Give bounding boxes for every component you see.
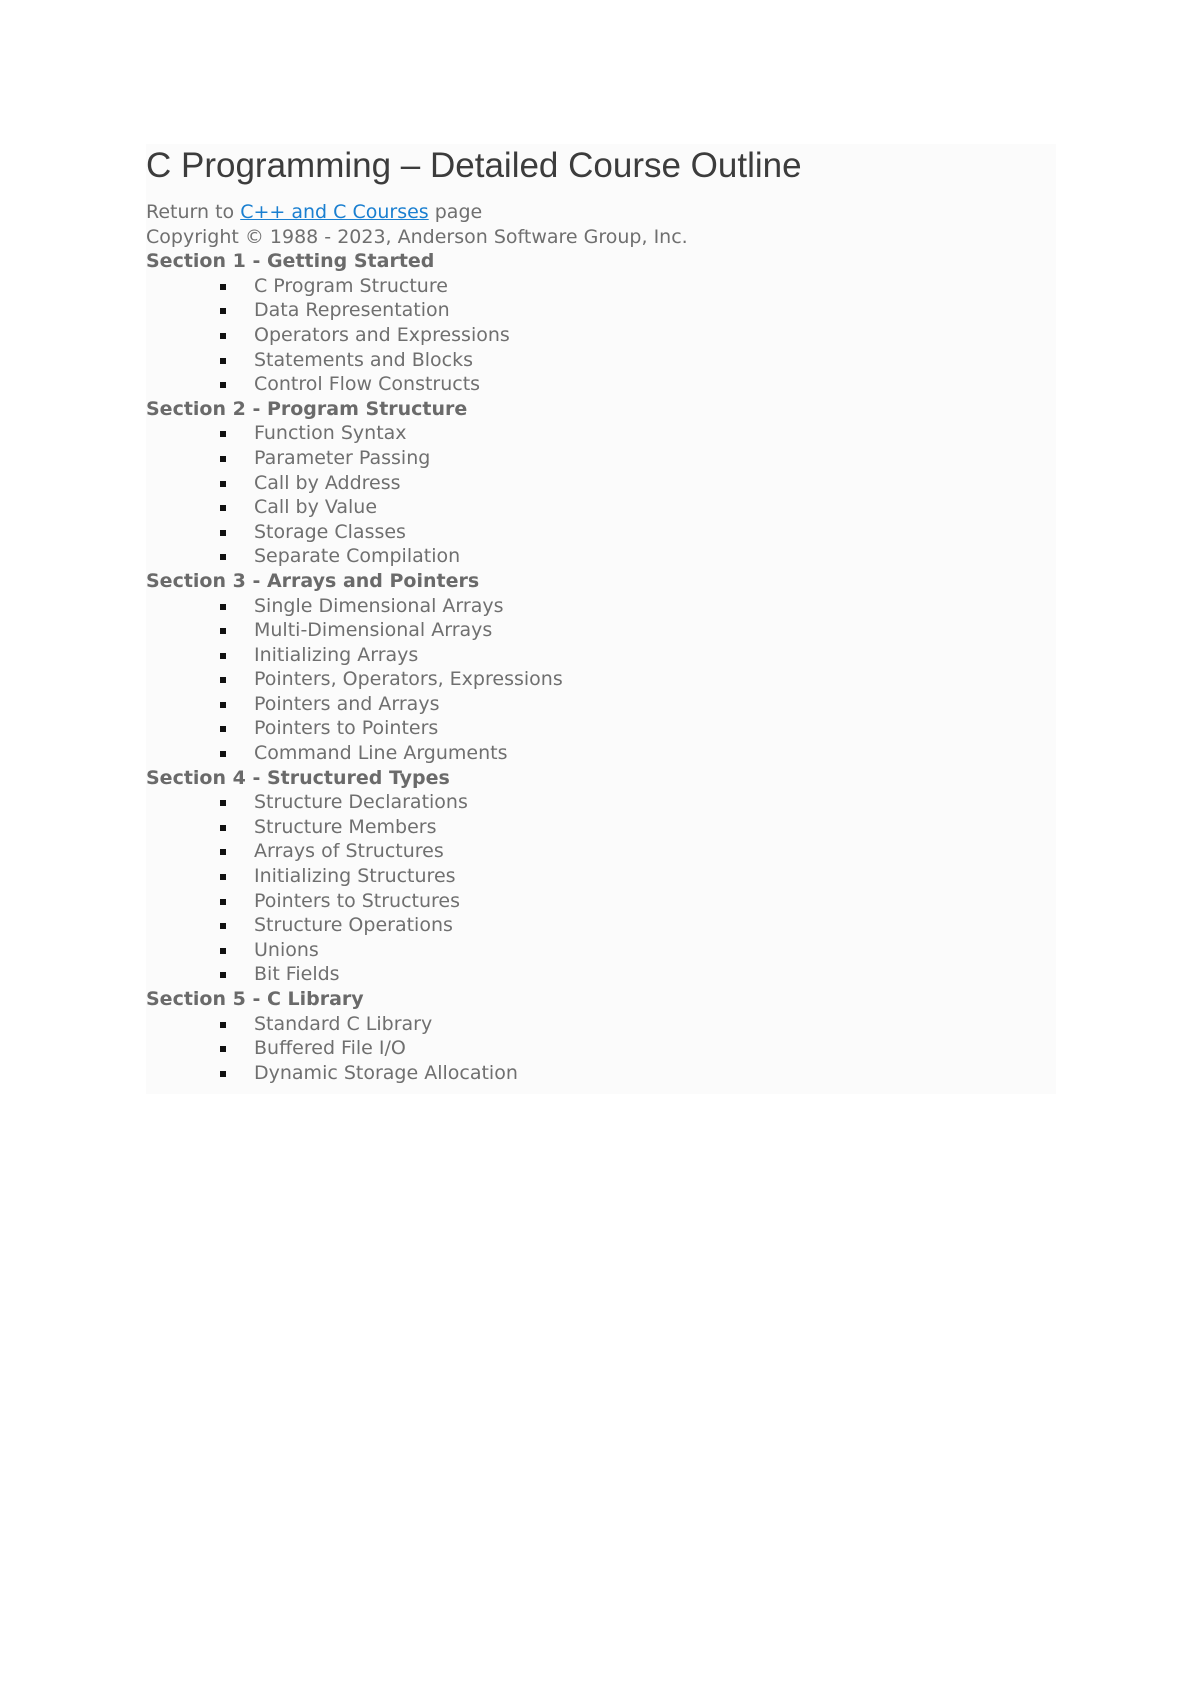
topic-label: Pointers to Pointers — [254, 717, 439, 740]
section-3 — [146, 569, 1056, 766]
course-outline-document — [146, 144, 1056, 1094]
topic-label: Standard C Library — [254, 1012, 433, 1035]
section-5 — [146, 987, 1056, 1085]
sections-list — [146, 249, 1056, 1085]
topic-label: Single Dimensional Arrays — [254, 594, 504, 617]
topic-label: Call by Address — [254, 471, 401, 494]
topic-label: Control Flow Constructs — [254, 373, 481, 396]
topic-item — [254, 372, 1056, 397]
topic-label: Dynamic Storage Allocation — [254, 1061, 518, 1084]
intro-block — [146, 200, 1056, 249]
topic-label: Bit Fields — [254, 963, 340, 986]
topic-label: Pointers and Arrays — [254, 692, 440, 715]
section-heading: Section 2 - Program Structure — [146, 397, 468, 420]
square-bullet-icon — [220, 481, 226, 487]
topic-label: Separate Compilation — [254, 545, 461, 568]
topic-item — [254, 962, 1056, 987]
square-bullet-icon — [220, 382, 226, 388]
topic-item — [254, 594, 1056, 619]
topic-item — [254, 815, 1056, 840]
topic-label: Storage Classes — [254, 520, 406, 543]
square-bullet-icon — [220, 554, 226, 560]
square-bullet-icon — [220, 308, 226, 314]
square-bullet-icon — [220, 530, 226, 536]
topic-item — [254, 643, 1056, 668]
topic-item — [254, 348, 1056, 373]
square-bullet-icon — [220, 284, 226, 290]
topic-label: Multi-Dimensional Arrays — [254, 619, 493, 642]
topic-item — [254, 421, 1056, 446]
topic-list — [146, 421, 1056, 569]
topic-item — [254, 323, 1056, 348]
section-1 — [146, 249, 1056, 397]
square-bullet-icon — [220, 604, 226, 610]
topic-label: Pointers to Structures — [254, 889, 461, 912]
topic-label: Call by Value — [254, 496, 378, 519]
section-heading: Section 1 - Getting Started — [146, 250, 435, 273]
square-bullet-icon — [220, 431, 226, 437]
topic-item — [254, 667, 1056, 692]
topic-label: Data Representation — [254, 299, 450, 322]
square-bullet-icon — [220, 1022, 226, 1028]
square-bullet-icon — [220, 702, 226, 708]
square-bullet-icon — [220, 333, 226, 339]
topic-item — [254, 938, 1056, 963]
topic-item — [254, 544, 1056, 569]
section-heading: Section 4 - Structured Types — [146, 766, 450, 789]
square-bullet-icon — [220, 1071, 226, 1077]
square-bullet-icon — [220, 899, 226, 905]
topic-label: Arrays of Structures — [254, 840, 444, 863]
square-bullet-icon — [220, 751, 226, 757]
topic-label: Operators and Expressions — [254, 323, 510, 346]
topic-label: Initializing Structures — [254, 865, 456, 888]
topic-list — [146, 274, 1056, 397]
topic-label: Structure Operations — [254, 914, 453, 937]
section-2 — [146, 397, 1056, 569]
topic-item — [254, 618, 1056, 643]
return-suffix: page — [434, 201, 483, 223]
square-bullet-icon — [220, 628, 226, 634]
topic-item — [254, 864, 1056, 889]
square-bullet-icon — [220, 972, 226, 978]
square-bullet-icon — [220, 874, 226, 880]
square-bullet-icon — [220, 358, 226, 364]
topic-item — [254, 716, 1056, 741]
courses-link[interactable]: C++ and C Courses — [240, 201, 429, 223]
topic-label: Unions — [254, 938, 319, 961]
copyright-line: Copyright © 1988 - 2023, Anderson Software Group, Inc. — [146, 225, 688, 248]
topic-item — [254, 913, 1056, 938]
topic-item — [254, 692, 1056, 717]
section-heading: Section 3 - Arrays and Pointers — [146, 569, 480, 592]
topic-label: Pointers, Operators, Expressions — [254, 668, 563, 691]
topic-label: Buffered File I/O — [254, 1037, 406, 1060]
topic-item — [254, 790, 1056, 815]
square-bullet-icon — [220, 677, 226, 683]
square-bullet-icon — [220, 456, 226, 462]
return-line — [146, 200, 1056, 225]
topic-item — [254, 741, 1056, 766]
return-prefix: Return to — [146, 201, 235, 223]
topic-item — [254, 298, 1056, 323]
topic-item — [254, 471, 1056, 496]
square-bullet-icon — [220, 825, 226, 831]
topic-label: Initializing Arrays — [254, 643, 419, 666]
section-4 — [146, 766, 1056, 987]
topic-item — [254, 839, 1056, 864]
topic-item — [254, 520, 1056, 545]
section-heading: Section 5 - C Library — [146, 988, 364, 1010]
square-bullet-icon — [220, 800, 226, 806]
topic-label: Parameter Passing — [254, 446, 431, 469]
square-bullet-icon — [220, 653, 226, 659]
square-bullet-icon — [220, 1046, 226, 1052]
topic-item — [254, 1061, 1056, 1086]
topic-list — [146, 790, 1056, 987]
topic-label: Function Syntax — [254, 422, 407, 445]
topic-item — [254, 1036, 1056, 1061]
square-bullet-icon — [220, 923, 226, 929]
topic-label: Structure Members — [254, 815, 437, 838]
topic-list — [146, 594, 1056, 766]
topic-label: Structure Declarations — [254, 791, 468, 814]
topic-item — [254, 1012, 1056, 1037]
topic-item — [254, 495, 1056, 520]
page-title: C Programming – Detailed Course Outline — [146, 146, 802, 185]
square-bullet-icon — [220, 505, 226, 511]
square-bullet-icon — [220, 948, 226, 954]
topic-label: C Program Structure — [254, 274, 448, 297]
topic-label: Command Line Arguments — [254, 742, 508, 765]
topic-label: Statements and Blocks — [254, 348, 473, 371]
topic-item — [254, 446, 1056, 471]
square-bullet-icon — [220, 726, 226, 732]
square-bullet-icon — [220, 849, 226, 855]
topic-item — [254, 889, 1056, 914]
topic-item — [254, 274, 1056, 299]
topic-list — [146, 1012, 1056, 1086]
